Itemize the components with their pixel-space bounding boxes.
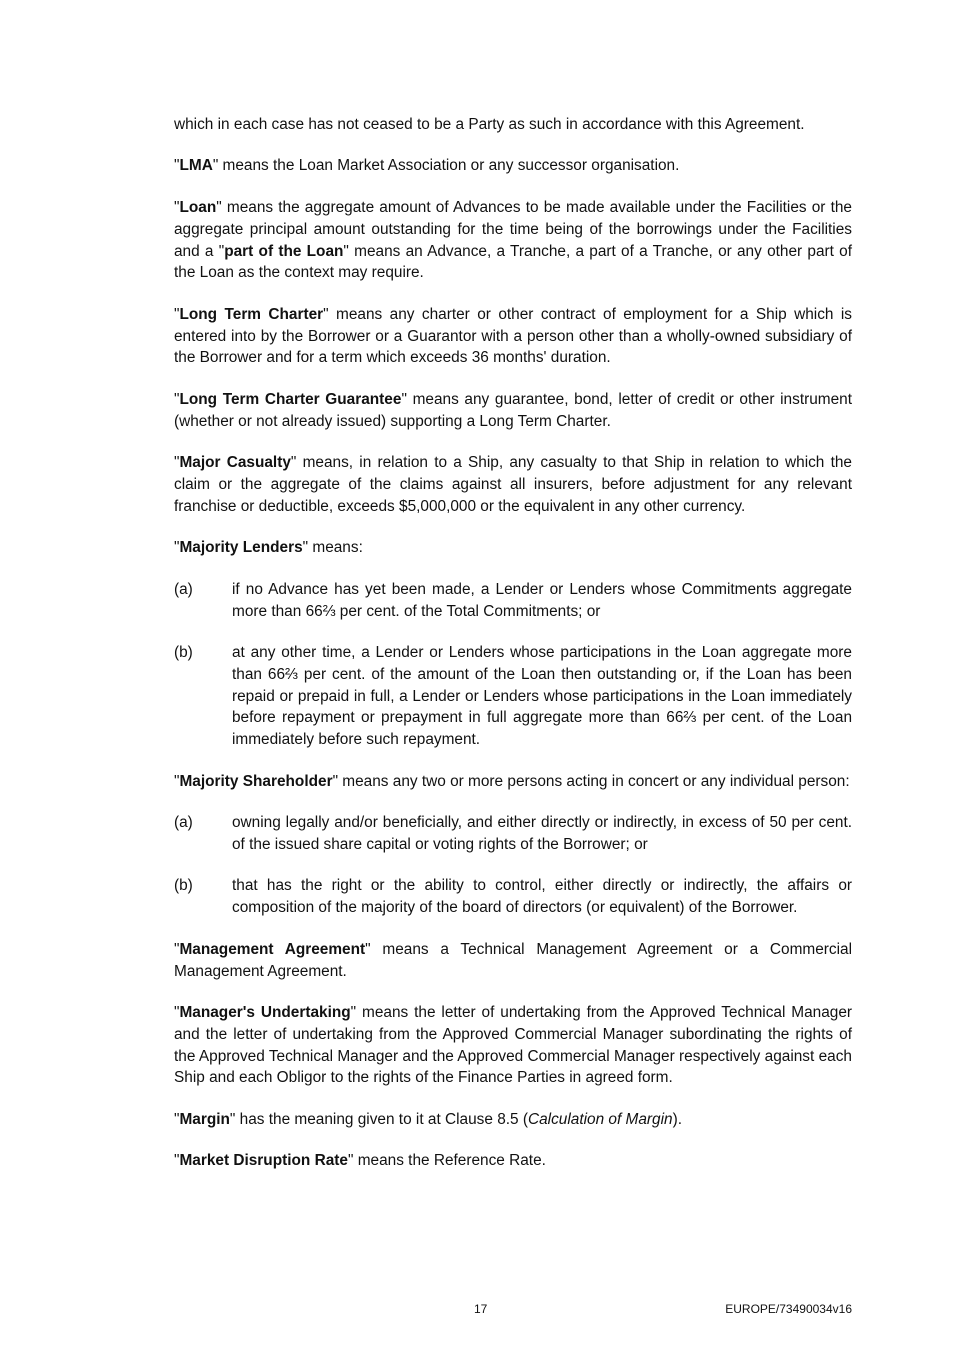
defined-term: Management Agreement — [179, 940, 366, 958]
definition-market-disruption-rate: "Market Disruption Rate" means the Reference Rate. — [174, 1152, 546, 1170]
definition-long-term-charter: "Long Term Charter" means any charter or other contract of employment for a Ship which is entered into by the Borrower or a Guarantor with a person other than a wholly-owned subsidiary of the Borrower and for a term which exceeds 36 months' duration. — [174, 305, 852, 367]
definition-loan: "Loan" means the aggregate amount of Advances to be made available under the Facilities or the aggregate principal amount outstanding for the time being of the borrowings under the Facilities and a "part of the Loan" means an Advance, a Tranche, a part of a Tranche, or any other part of the Loan as the context may require. — [174, 198, 852, 282]
list-item — [174, 642, 852, 751]
defined-term: part of the Loan — [224, 242, 344, 260]
defined-term: Majority Shareholder — [179, 772, 333, 790]
opening-paragraph: which in each case has not ceased to be a Party as such in accordance with this Agreement. — [174, 116, 805, 133]
defined-term: Loan — [179, 198, 217, 216]
definition-long-term-charter-guarantee: "Long Term Charter Guarantee" means any guarantee, bond, letter of credit or other instrument (whether or not already issued) supporting a Long Term Charter. — [174, 390, 852, 430]
definition-text: means any charter or other contract of employment for a Ship which is entered into by the Borrower or a Guarantor with a person other than a wholly-owned subsidiary of the Borrower and for a term which exceeds 36 months' duration. — [174, 305, 852, 367]
item-label: (b) — [174, 877, 193, 895]
definition-text: means, in relation to a Ship, any casualty to that Ship in relation to which the claim or the aggregate of the claims against all insurers, before adjustment for any relevant franchise or deductible, exceeds $5,000,000 or the equivalent in any other currency. — [174, 454, 852, 515]
definition-management-agreement: "Management Agreement" means a Technical Management Agreement or a Commercial Management Agreement. — [174, 940, 853, 980]
defined-term: Margin — [179, 1110, 230, 1128]
definition-majority-lenders: "Majority Lenders" means: — [174, 539, 363, 557]
definition-margin: "Margin" has the meaning given to it at Clause 8.5 (Calculation of Margin). — [174, 1110, 682, 1128]
defined-term: Long Term Charter Guarantee — [179, 390, 402, 408]
definition-text: means the Reference Rate. — [353, 1152, 546, 1170]
definition-text: ). — [672, 1110, 682, 1128]
document-reference: EUROPE/73490034v16 — [725, 1302, 852, 1316]
definition-text: means the Loan Market Association or any successor organisation. — [218, 157, 680, 175]
defined-term: Majority Lenders — [179, 539, 303, 557]
list-item — [174, 875, 852, 919]
definition-text: means an Advance, a Tranche, a part of a Tranche, or any other part of the Loan as the context may require. — [174, 242, 852, 282]
definition-major-casualty: "Major Casualty" means, in relation to a Ship, any casualty to that Ship in relation to which the claim or the aggregate of the claims against all insurers, before adjustment for any relevant franchise or deductible, exceeds $5,000,000 or the equivalent in any other currency. — [174, 454, 852, 515]
page-number: 17 — [474, 1302, 488, 1316]
document-body — [174, 114, 852, 1192]
definition-text: means the aggregate amount of Advances to be made available under the Facilities or the aggregate principal amount outstanding for the time being of the borrowings under the Facilities and a — [174, 198, 852, 260]
defined-term: Long Term Charter — [179, 305, 324, 323]
defined-term: Manager's Undertaking — [179, 1004, 351, 1022]
defined-term: Market Disruption Rate — [179, 1152, 348, 1170]
definition-lma: "LMA" means the Loan Market Association or any successor organisation. — [174, 157, 680, 175]
definition-text: means a Technical Management Agreement or a Commercial Management Agreement. — [174, 940, 853, 980]
defined-term: LMA — [179, 157, 213, 175]
item-label: (b) — [174, 644, 193, 662]
definition-majority-shareholder: "Majority Shareholder" means any two or more persons acting in concert or any individual person: — [174, 772, 850, 790]
item-text: that has the right or the ability to control, either directly or indirectly, the affairs or composition of the majority of the board of directors (or equivalent) of the Borrower. — [232, 877, 852, 917]
definition-text: means any two or more persons acting in concert or any individual person: — [338, 772, 850, 790]
item-text: owning legally and/or beneficially, and either directly or indirectly, in excess of 50 per cent. of the issued share capital or voting rights of the Borrower; or — [232, 814, 852, 853]
list-item — [174, 812, 852, 856]
definition-text: means any guarantee, bond, letter of credit or other instrument (whether or not already issued) supporting a Long Term Charter. — [174, 390, 852, 430]
definition-text: means the letter of undertaking from the Approved Technical Manager and the letter of undertaking from the Approved Commercial Manager subordinating the rights of the Approved Technical Manager and the Approved Commercial Manager respectively against each Ship and each Obligor to the rights of the Finance Parties in agreed form. — [174, 1004, 853, 1087]
item-text: if no Advance has yet been made, a Lender or Lenders whose Commitments aggregate more than 66⅔ per cent. of the Total Commitments; or — [232, 580, 852, 620]
definition-managers-undertaking: "Manager's Undertaking" means the letter of undertaking from the Approved Technical Manager and the letter of undertaking from the Approved Commercial Manager subordinating the rights of the Approved Technical Manager and the Approved Commercial Manager respectively against each Ship and each Obligor to the rights of the Finance Parties in agreed form. — [174, 1004, 853, 1087]
definition-text: has the meaning given to it at Clause 8.5 ( — [235, 1110, 528, 1128]
clause-reference: Calculation of Margin — [528, 1110, 673, 1128]
list-item — [174, 579, 852, 623]
item-label: (a) — [174, 814, 193, 832]
item-text: at any other time, a Lender or Lenders whose participations in the Loan aggregate more than 66⅔ per cent. of the amount of the Loan then outstanding or, if the Loan has been repaid or prepaid in full, a Lender or Lenders whose participations in the Loan immediately before repayment or prepayment in full aggregate more than 66⅔ per cent. of the Loan immediately before such repayment. — [232, 644, 852, 749]
definition-text: means: — [308, 539, 363, 557]
item-label: (a) — [174, 580, 193, 598]
defined-term: Major Casualty — [179, 454, 291, 472]
